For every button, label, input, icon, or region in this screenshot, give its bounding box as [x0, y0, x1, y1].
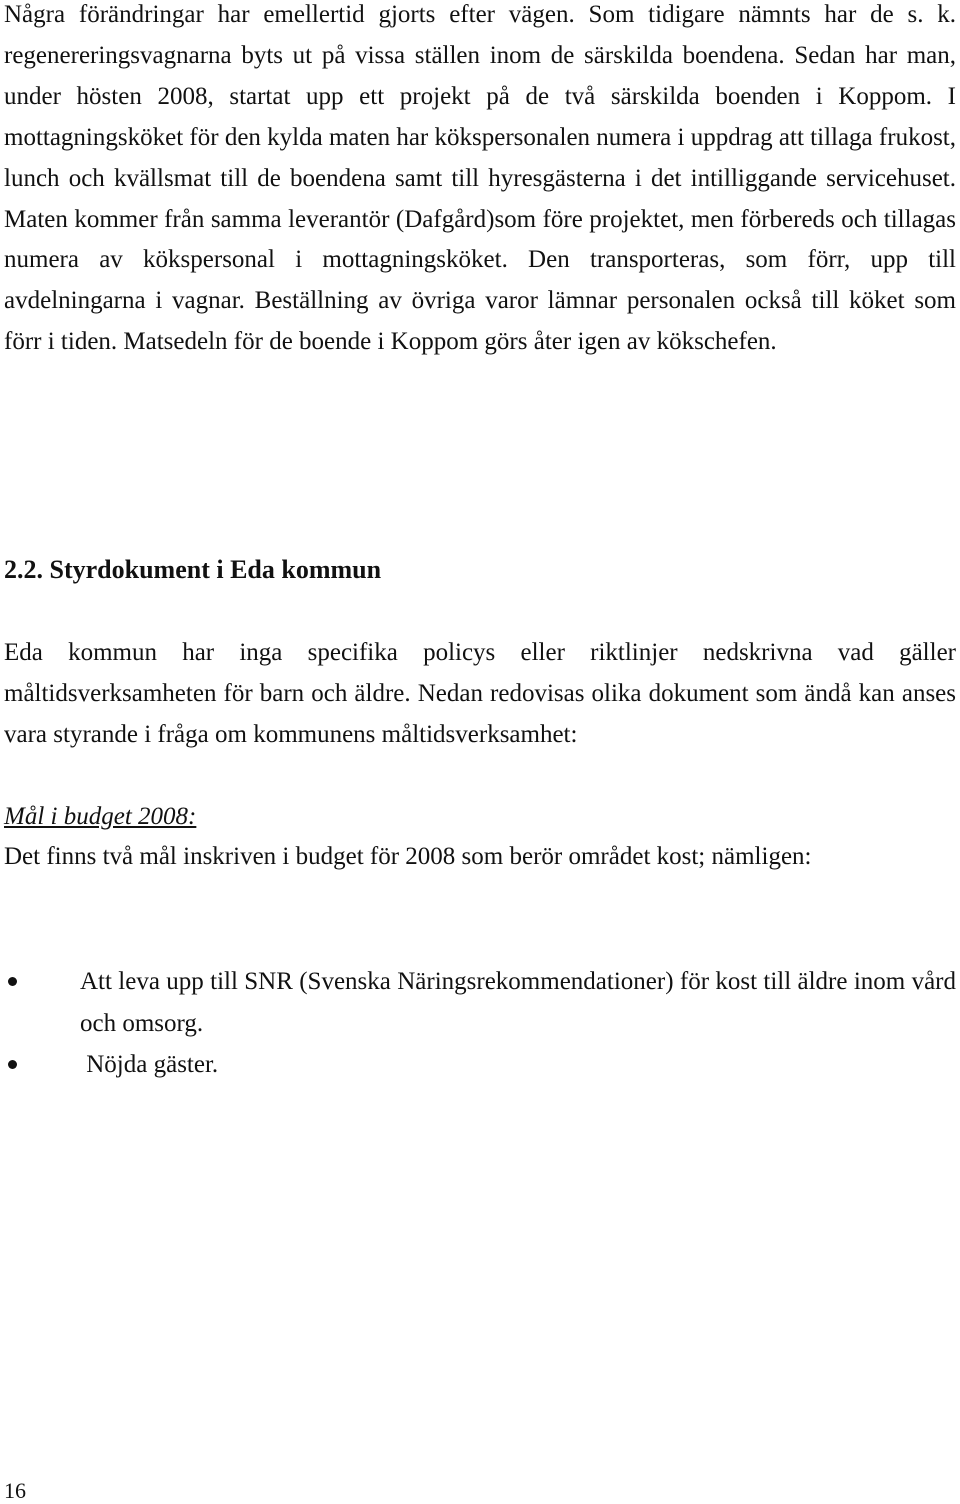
body-paragraph-2: Eda kommun har inga specifika policys eller riktlinjer nedskrivna vad gäller måltidsverksamheten för barn och äldre. Nedan redovisas olika dokument som ändå kan anses vara styrande i fråga om kommunens måltidsverksamhet:: [4, 639, 956, 748]
bullet-icon: [8, 1060, 17, 1069]
list-item-text: Att leva upp till SNR (Svenska Näringsrekommendationer) för kost till äldre inom vård och omsorg.: [80, 968, 956, 1037]
section-heading: 2.2. Styrdokument i Eda kommun: [4, 555, 382, 584]
bullet-icon: [8, 977, 17, 986]
body-paragraph-1: Några förändringar har emellertid gjorts efter vägen. Som tidigare nämnts har de s. k. regenereringsvagnarna byts ut på vissa ställen inom de särskilda boendena. Sedan har man, under hösten 2008, startat upp ett projekt på de två särskilda boenden i Koppom. I mottagningsköket för den kylda maten har kökspersonalen numera i uppdrag att tillaga frukost, lunch och kvällsmat till de boendena samt till hyresgästerna i det intilliggande servicehuset. Maten kommer från samma leverantör (Dafgård)som före projektet, men förbereds och tillagas numera av kökspersonal i mottagningsköket. Den transporteras, som förr, upp till avdelningarna i vagnar. Beställning av övriga varor lämnar personalen också till köket som förr i tiden. Matsedeln för de boende i Koppom görs åter igen av kökschefen.: [4, 1, 956, 356]
list-item-text: Nöjda gäster.: [80, 1051, 219, 1078]
body-paragraph-3: Det finns två mål inskriven i budget för 2008 som berör området kost; nämligen:: [4, 843, 812, 870]
bullet-list: [4, 961, 956, 1086]
page-number: 16: [4, 1478, 26, 1503]
list-item: [4, 961, 956, 1044]
list-item: [4, 1044, 956, 1086]
subsection-heading: Mål i budget 2008:: [4, 803, 197, 830]
